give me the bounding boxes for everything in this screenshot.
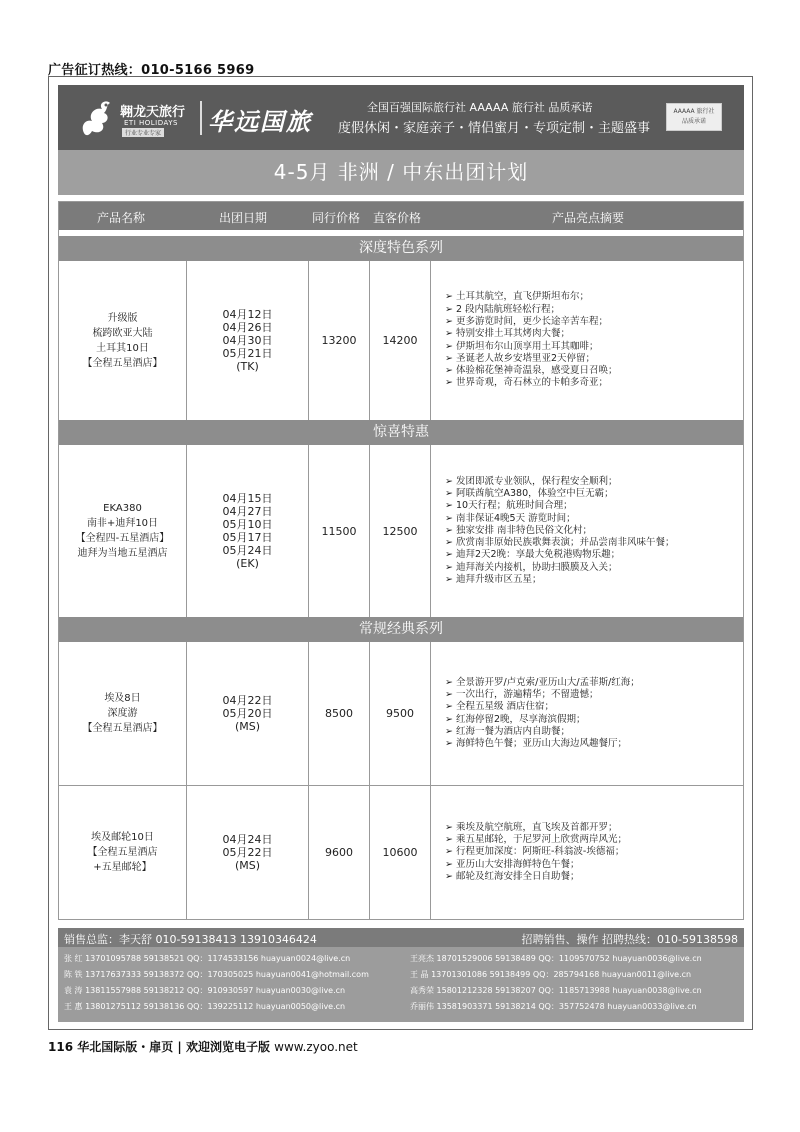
direct-price: 10600 bbox=[370, 786, 431, 919]
header-peer: 同行价格 bbox=[312, 211, 361, 225]
badge-line2: 品质承诺 bbox=[681, 118, 706, 125]
badge-line1: AAAAA 旅行社 bbox=[673, 108, 715, 115]
highlights: ➢ 发团即派专业领队，保行程安全顺利； ➢ 阿联酋航空A380，体验空中巨无霸； ➢ 10天行程；航班时间合理； ➢ 南非保证4晚5天 游览时间； ➢ 独家安排 南非特色民俗文化村； ➢ 欣赏南非原始民族歌舞表演；并品尝南非风味午餐； ➢ 迪拜2天2晚：享最大免税港购物乐趣； ➢ 迪拜海关内接机，协助扫膜膜及入关； ➢ 迪拜升级市区五星； bbox=[431, 445, 743, 617]
quality-badge bbox=[666, 103, 722, 131]
table-row bbox=[59, 642, 743, 786]
direct-price: 14200 bbox=[370, 261, 431, 420]
product-name: EKA380 南非+迪拜10日 【全程四-五星酒店】 迪拜为当地五星酒店 bbox=[59, 445, 187, 617]
eti-logo-en: ETI HOLIDAYS bbox=[124, 119, 178, 127]
table-row bbox=[59, 445, 743, 617]
page-title: 4-5月 非洲 / 中东出团计划 bbox=[58, 150, 744, 195]
brand-name: 华远国旅 bbox=[208, 108, 312, 136]
peer-price: 11500 bbox=[309, 445, 370, 617]
section-classic: 常规经典系列 bbox=[59, 617, 743, 642]
page-footer bbox=[48, 1038, 358, 1055]
departure-dates: 04月12日 04月26日 04月30日 05月21日 (TK) bbox=[187, 261, 309, 420]
table-header bbox=[59, 202, 743, 230]
eti-logo-sub: 行业专业专家 bbox=[122, 128, 164, 137]
direct-price: 9500 bbox=[370, 642, 431, 785]
section-deep: 深度特色系列 bbox=[59, 236, 743, 261]
contact-entry: 王亮杰 18701529006 59138489 QQ：1109570752 huayuan0036@live.cn bbox=[410, 954, 702, 963]
contact-entry: 袁 涛 13811557988 59138212 QQ：910930597 huayuan0030@live.cn bbox=[64, 986, 346, 995]
header-direct: 直客价格 bbox=[373, 211, 422, 225]
eti-logo-cn: 翱龙天旅行 bbox=[120, 105, 186, 120]
highlights: ➢ 全景游开罗/卢克索/亚历山大/孟菲斯/红海； ➢ 一次出行，游遍精华；不留遗憾； ➢ 全程五星级 酒店住宿； ➢ 红海停留2晚，尽享海滨假期； ➢ 红海一餐为酒店内自助餐； ➢ 海鲜特色午餐；亚历山大海边风趣餐厅； bbox=[431, 642, 743, 785]
contact-entry: 高秀荣 15801212328 59138207 QQ：1185713988 huayuan0038@live.cn bbox=[410, 986, 702, 995]
sales-footer bbox=[58, 928, 744, 947]
agency-banner bbox=[58, 85, 744, 150]
contact-entry: 王 惠 13801275112 59138136 QQ：139225112 huayuan0050@live.cn bbox=[64, 1002, 346, 1011]
divider bbox=[200, 101, 202, 135]
slogan-secondary: 度假休闲・家庭亲子・情侣蜜月・专项定制・主题盛事 bbox=[338, 121, 651, 136]
direct-price: 12500 bbox=[370, 445, 431, 617]
contact-entry: 王 晶 13701301086 59138499 QQ：285794168 huayuan0011@live.cn bbox=[410, 970, 692, 979]
table-row bbox=[59, 786, 743, 919]
tour-table bbox=[58, 201, 744, 920]
departure-dates: 04月24日 05月22日 (MS) bbox=[187, 786, 309, 919]
contact-list bbox=[58, 947, 744, 1022]
eti-logo bbox=[76, 95, 201, 139]
product-name: 埃及邮轮10日 【全程五星酒店 +五星邮轮】 bbox=[59, 786, 187, 919]
departure-dates: 04月15日 04月27日 05月10日 05月17日 05月24日 (EK) bbox=[187, 445, 309, 617]
peer-price: 13200 bbox=[309, 261, 370, 420]
ad-hotline: 广告征订热线：010-5166 5969 bbox=[48, 63, 255, 78]
recruitment-hotline: 招聘销售、操作 招聘热线：010-59138598 bbox=[521, 933, 738, 946]
header-name: 产品名称 bbox=[97, 211, 146, 225]
slogan-primary: 全国百强国际旅行社 AAAAA 旅行社 品质承诺 bbox=[367, 101, 593, 114]
website-link[interactable]: www.zyoo.net bbox=[274, 1040, 358, 1054]
highlights: ➢ 土耳其航空，直飞伊斯坦布尔； ➢ 2 段内陆航班轻松行程； ➢ 更多游览时间，更少长途辛苦车程； ➢ 特别安排土耳其烤肉大餐； ➢ 伊斯坦布尔山顶享用土耳其咖啡； ➢ 圣诞老人故乡安塔里亚2天停留； ➢ 体验棉花堡神奇温泉，感受夏日召唤； ➢ 世界奇观，奇石林立的卡帕多奇亚； bbox=[431, 261, 743, 420]
contact-entry: 乔丽伟 13581903371 59138214 QQ：357752478 huayuan0033@live.cn bbox=[410, 1002, 697, 1011]
departure-dates: 04月22日 05月20日 (MS) bbox=[187, 642, 309, 785]
section-special: 惊喜特惠 bbox=[59, 420, 743, 445]
product-name: 升级版 梳跨欧亚大陆 土耳其10日 【全程五星酒店】 bbox=[59, 261, 187, 420]
highlights: ➢ 乘埃及航空航班，直飞埃及首都开罗； ➢ 乘五星邮轮，于尼罗河上欣赏两岸风光； ➢ 行程更加深度：阿斯旺-科翁波-埃德福； ➢ 亚历山大安排海鲜特色午餐； ➢ 邮轮及红海安排全日自助餐； bbox=[431, 786, 743, 919]
dragon-icon bbox=[76, 95, 116, 139]
peer-price: 9600 bbox=[309, 786, 370, 919]
table-row bbox=[59, 261, 743, 420]
peer-price: 8500 bbox=[309, 642, 370, 785]
header-date: 出团日期 bbox=[219, 211, 268, 225]
product-name: 埃及8日 深度游 【全程五星酒店】 bbox=[59, 642, 187, 785]
edition-text: 华北国际版・扉页 | 欢迎浏览电子版 bbox=[77, 1040, 275, 1054]
sales-director: 销售总监：李天舒 010-59138413 13910346424 bbox=[64, 933, 317, 946]
header-highlights: 产品亮点摘要 bbox=[552, 211, 625, 225]
page-number: 116 bbox=[48, 1040, 74, 1054]
contact-entry: 陈 铁 13717637333 59138372 QQ：170305025 huayuan0041@hotmail.com bbox=[64, 970, 369, 979]
contact-entry: 张 红 13701095788 59138521 QQ：1174533156 huayuan0024@live.cn bbox=[64, 954, 351, 963]
